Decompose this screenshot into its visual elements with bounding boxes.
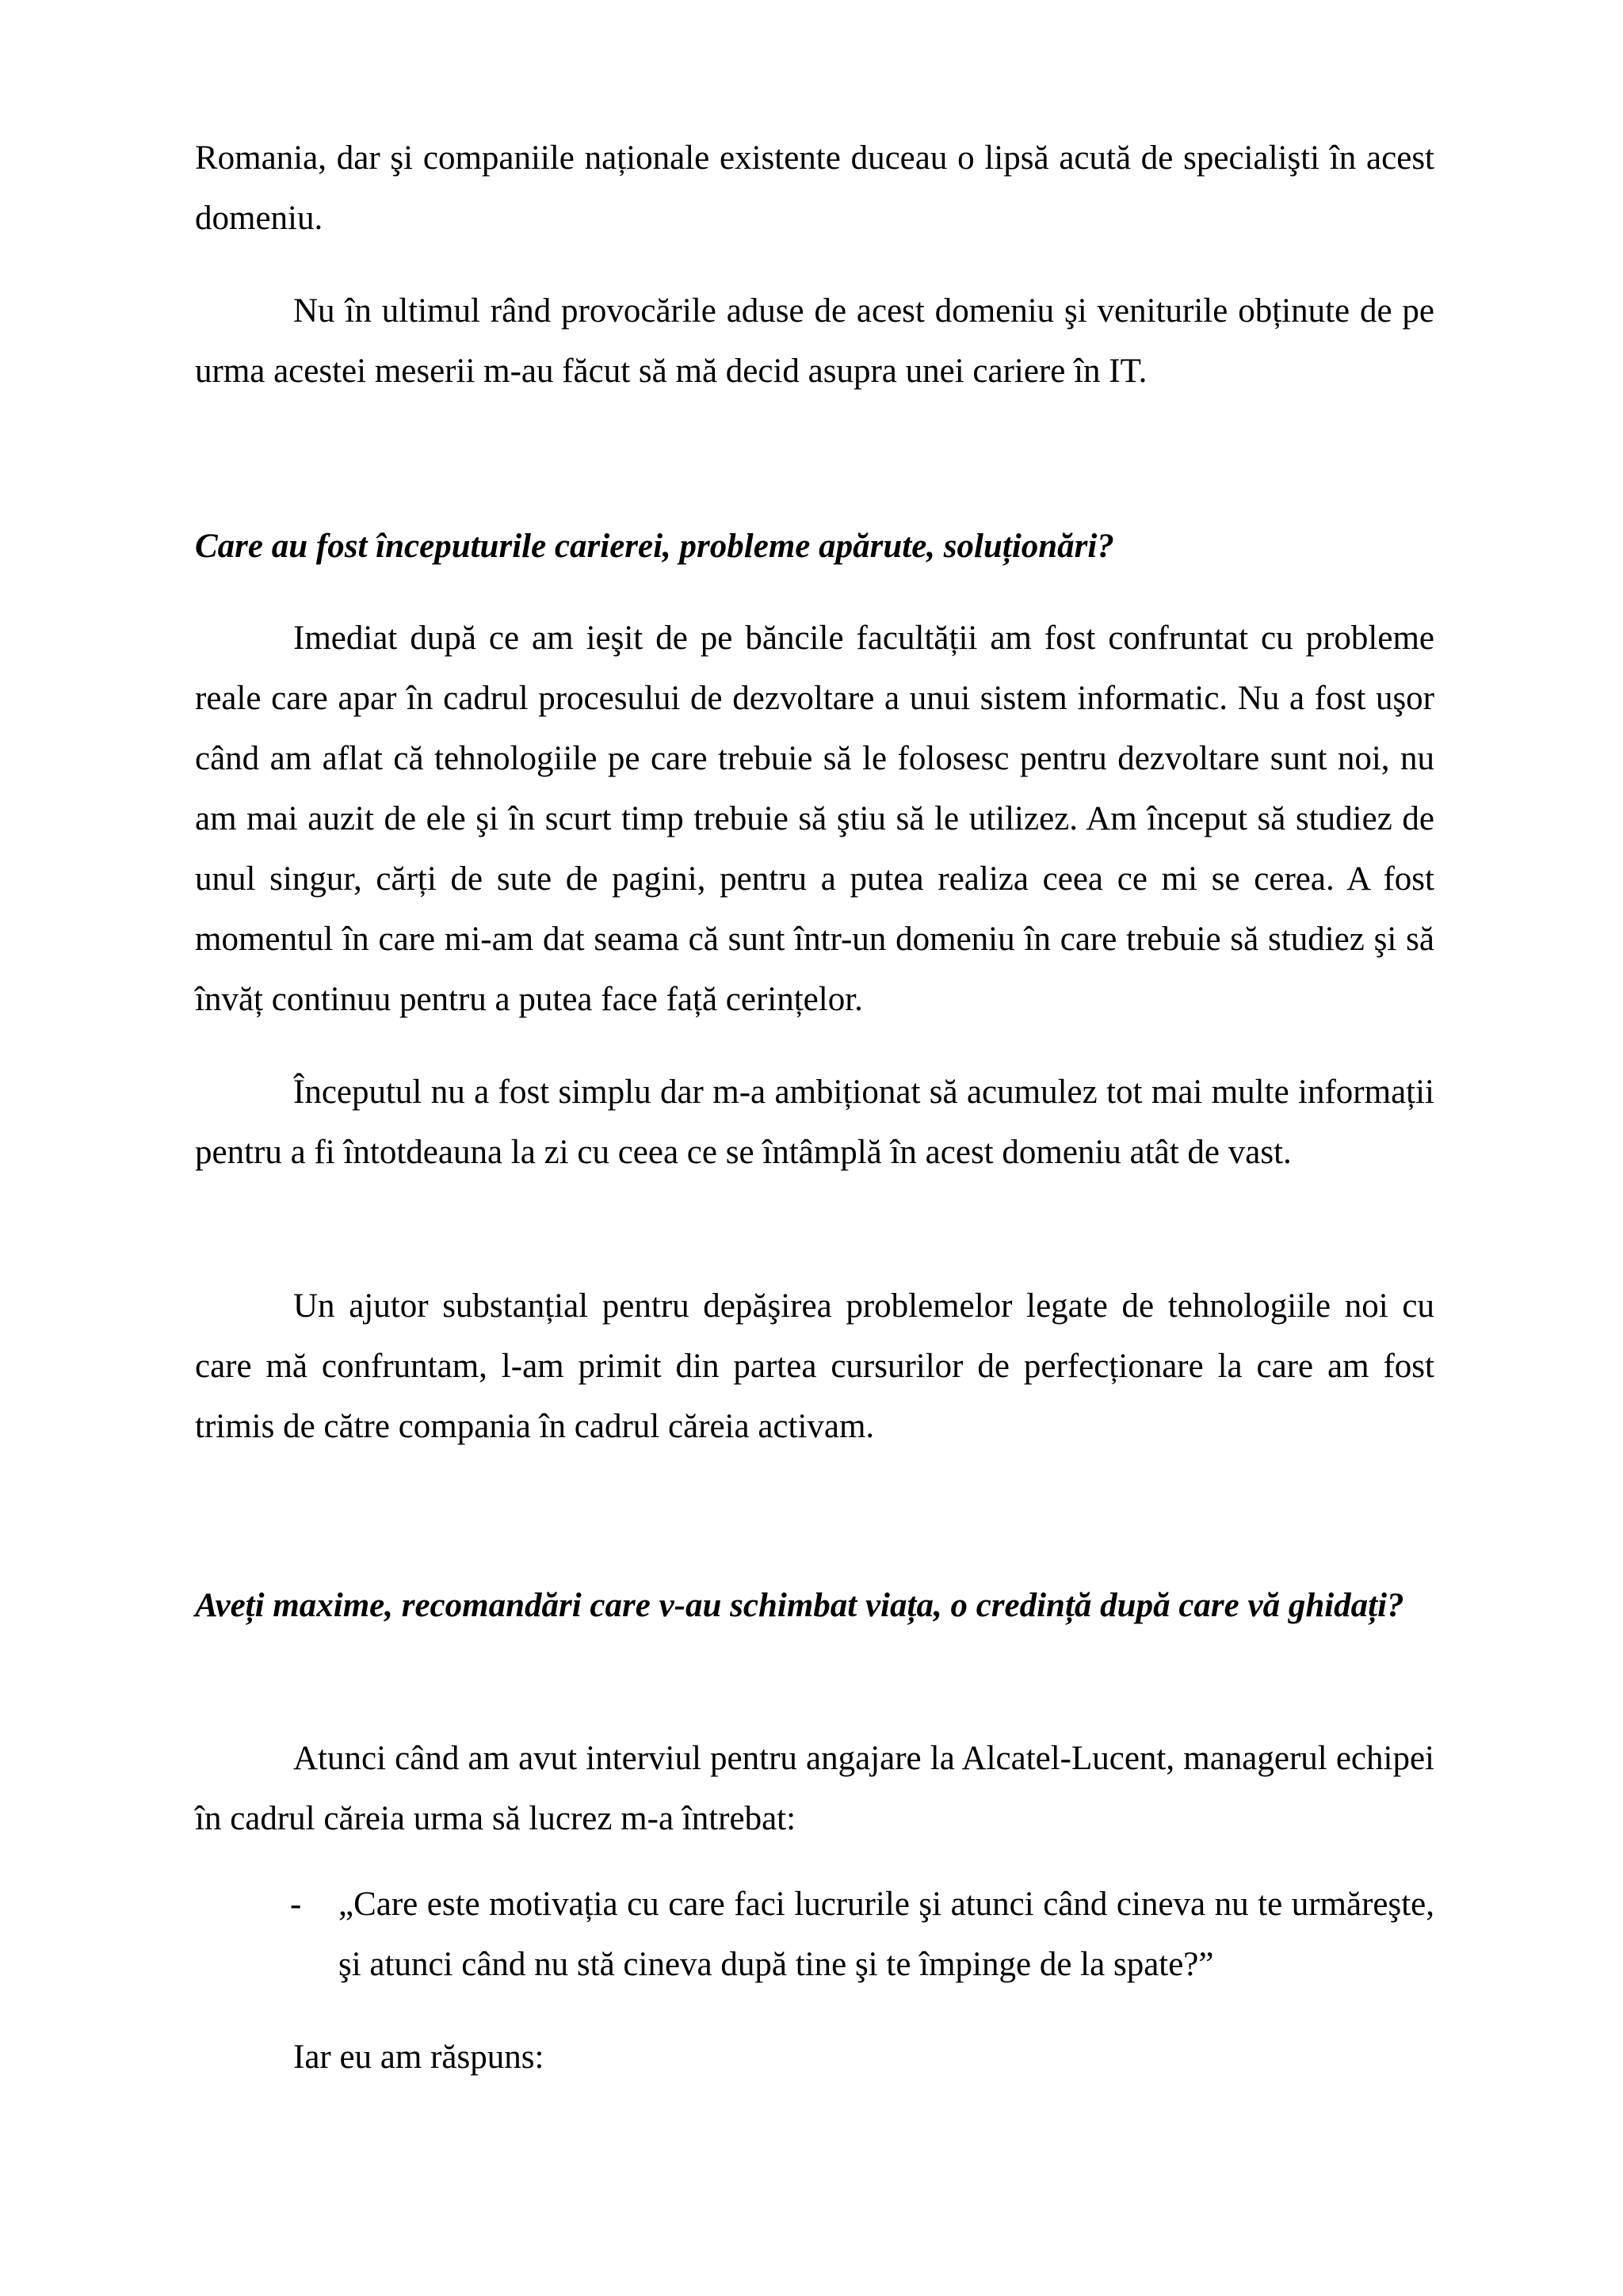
list-dash: - (290, 1886, 302, 1923)
paragraph-answer-intro: Iar eu am răspuns: (293, 2039, 544, 2076)
paragraph-interview: Atunci când am avut interviul pentru angajare la Alcatel-Lucent, managerul echipei în cadrul căreia urma să lucrez m-a întrebat: (195, 1740, 1434, 1837)
interview-question-item (195, 1875, 1434, 1995)
paragraph-ambition: Începutul nu a fost simplu dar m-a ambiționat să acumulez tot mai multe informații pentru a fi întotdeauna la zi cu ceea ce se întâmplă în acest domeniu atât de vast. (195, 1074, 1434, 1171)
heading-career-beginnings: Care au fost începuturile carierei, probleme apărute, soluționări? (195, 528, 1114, 565)
paragraph-specialists-shortage: Romania, dar şi companiile naționale existente duceau o lipsă acută de specialişti în acest domeniu. (195, 139, 1434, 237)
paragraph-it-career-decision: Nu în ultimul rând provocările aduse de acest domeniu şi veniturile obținute de pe urma acestei meserii m-au făcut să mă decid asupra unei cariere în IT. (195, 292, 1434, 390)
paragraph-first-problems: Imediat după ce am ieşit de pe băncile facultății am fost confruntat cu probleme reale care apar în cadrul procesului de dezvoltare a unui sistem informatic. Nu a fost uşor când am aflat că tehnologiile pe care trebuie să le folosesc pentru dezvoltare sunt noi, nu am mai auzit de ele şi în scurt timp trebuie să ştiu să le utilizez. Am început să studiez de unul singur, cărți de sute de pagini, pentru a putea realiza ceea ce mi se cerea. A fost momentul în care mi-am dat seama că sunt într-un domeniu în care trebuie să studiez şi să învăț continuu pentru a putea face față cerințelor. (195, 620, 1434, 1018)
heading-maxims-recommendations: Aveți maxime, recomandări care v-au schimbat viața, o credință după care vă ghidați? (195, 1587, 1404, 1624)
interview-question-text: „Care este motivația cu care faci lucrurile şi atunci când cineva nu te urmăreşte, şi atunci când nu stă cineva după tine şi te împinge de la spate?” (338, 1886, 1434, 1983)
paragraph-training-courses: Un ajutor substanțial pentru depăşirea problemelor legate de tehnologiile noi cu care mă confruntam, l-am primit din partea cursurilor de perfecționare la care am fost trimis de către compania în cadrul căreia activam. (195, 1287, 1434, 1445)
